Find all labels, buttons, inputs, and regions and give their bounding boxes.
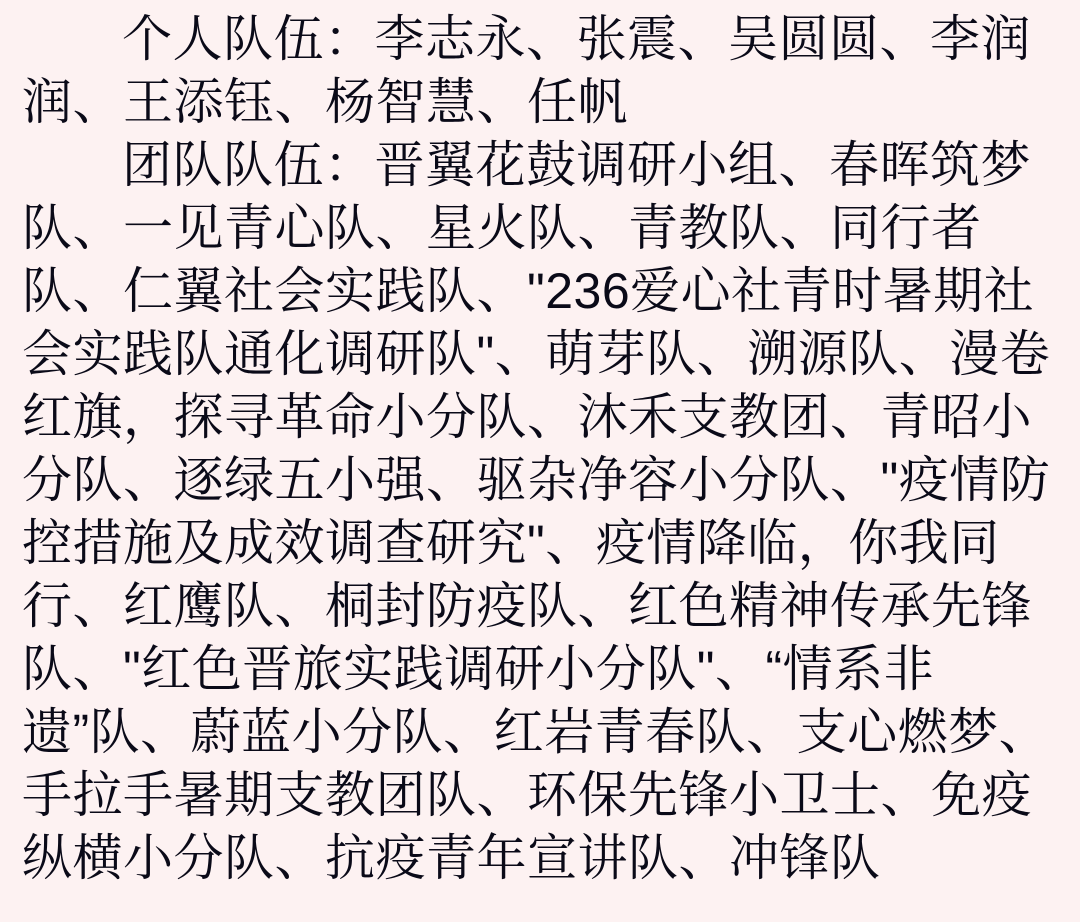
- paragraph-group-teams: 团队队伍：晋翼花鼓调研小组、春晖筑梦队、一见青心队、星火队、青教队、同行者队、仁翼社会实践队、"236爱心社青时暑期社会实践队通化调研队"、萌芽队、溯源队、漫卷红旗，探寻革命小分队、沐禾支教团、青昭小分队、逐绿五小强、驱杂净容小分队、"疫情防控措施及成效调查研究"、疫情降临，你我同行、红鹰队、桐封防疫队、红色精神传承先锋队、"红色晋旅实践调研小分队"、“情系非遗”队、蔚蓝小分队、红岩青春队、支心燃梦、手拉手暑期支教团队、环保先锋小卫士、免疫纵横小分队、抗疫青年宣讲队、冲锋队: [22, 137, 1051, 886]
- paragraph-individual-teams: 个人队伍：李志永、张震、吴圆圆、李润润、王添钰、杨智慧、任帆: [22, 11, 1031, 130]
